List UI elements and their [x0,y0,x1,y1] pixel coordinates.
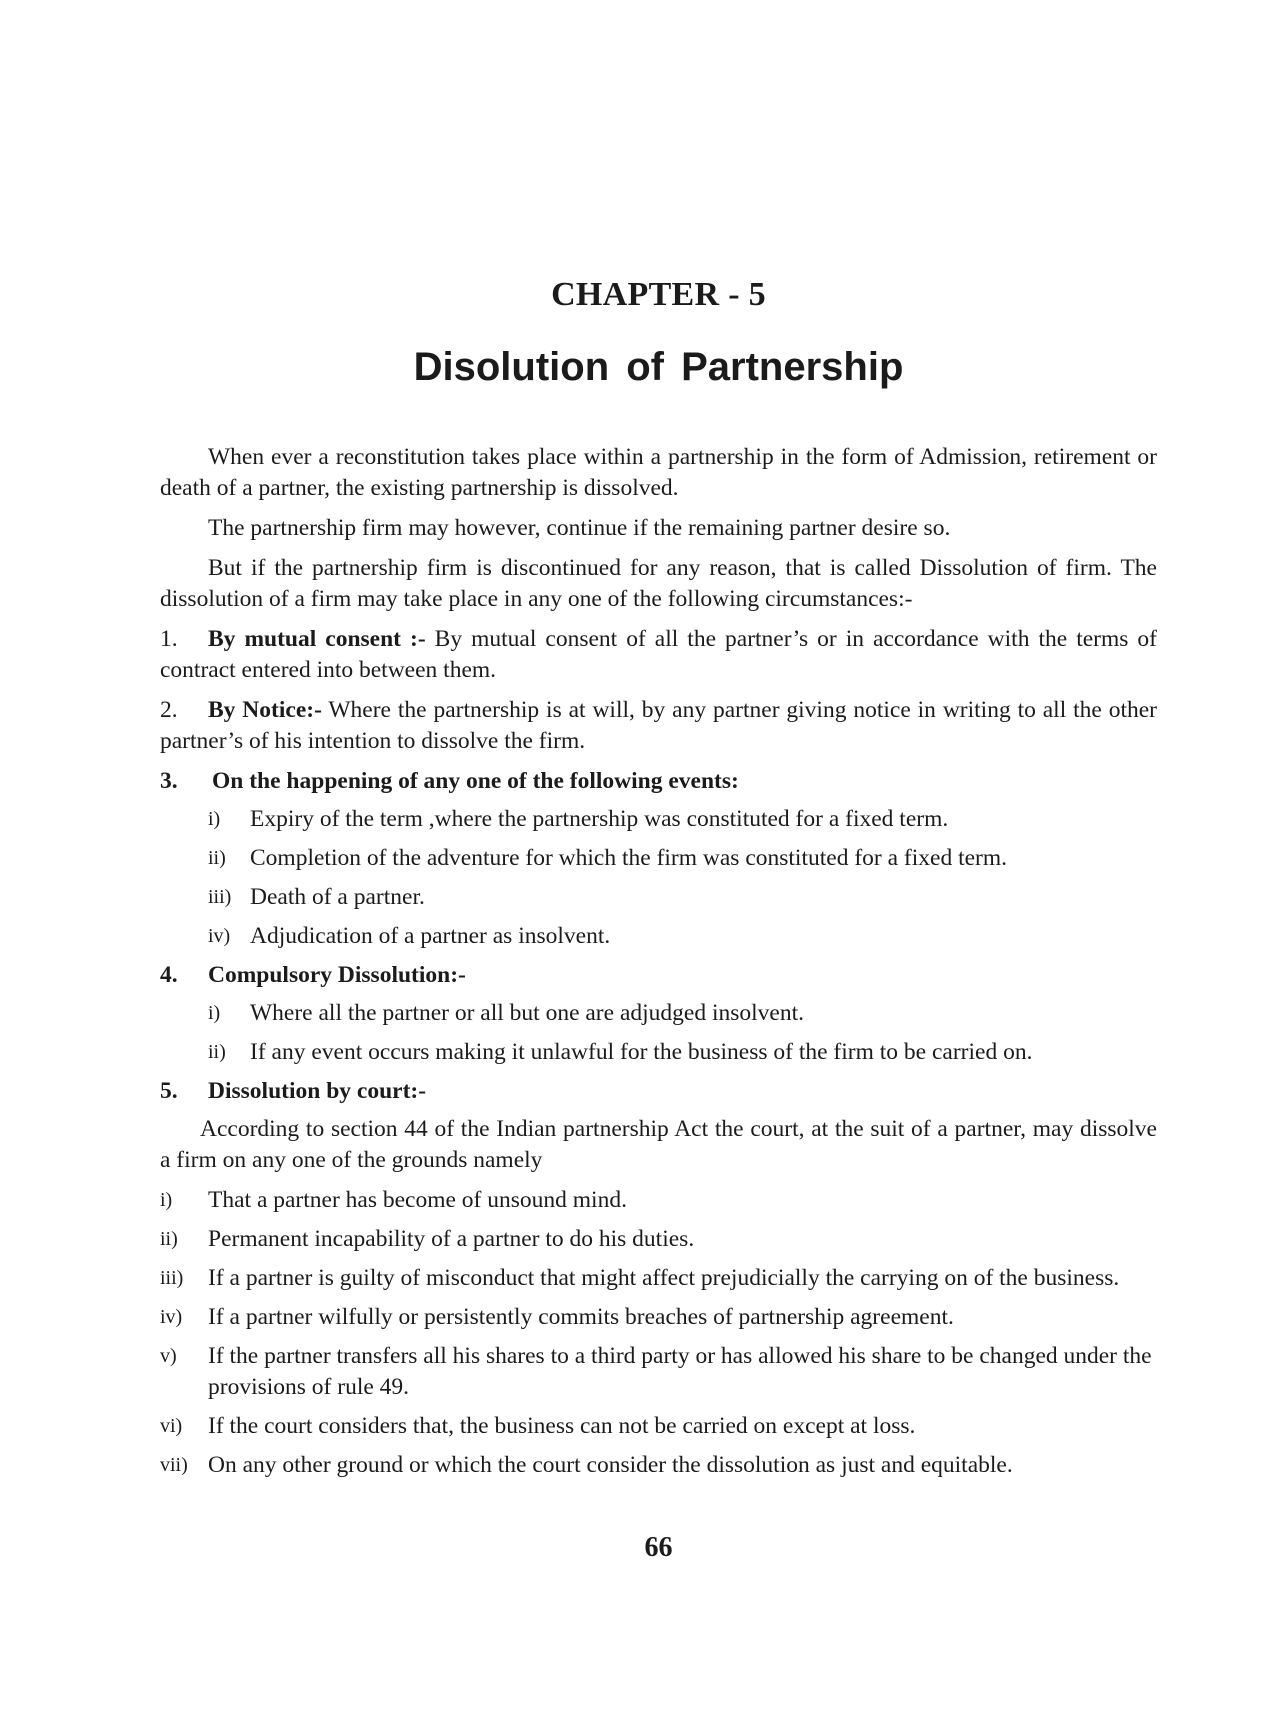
list-text: Death of a partner. [250,884,425,910]
list-text: If the court considers that, the business can not be carried on except at loss. [208,1413,916,1439]
document-page [160,0,1157,1710]
intro-paragraph: The partnership firm may however, continue if the remaining partner desire so. [208,515,951,541]
heading-text: Compulsory Dissolution:- [208,962,466,988]
page-title: Disolution of Partnership [413,345,904,389]
document-body [160,442,1157,1489]
list-marker: vi) [160,1415,183,1437]
heading-text: On the happening of any one of the following events: [212,768,739,794]
court-heading [160,1076,1157,1107]
chapter-label: CHAPTER - 5 [551,276,766,313]
list-item [208,882,1157,913]
item-number: 3. [160,768,178,794]
list-marker: iii) [208,886,232,908]
item-number: 4. [160,962,178,988]
notice-item [160,695,1157,757]
list-text: Expiry of the term ,where the partnership was constituted for a fixed term. [250,806,949,832]
list-item [208,843,1157,874]
list-marker: iv) [160,1306,183,1328]
list-marker: iii) [160,1267,184,1289]
list-marker: ii) [208,1041,226,1063]
heading-text: Dissolution by court:- [208,1078,427,1104]
mutual-consent-item [160,624,1157,686]
list-item [208,998,1157,1029]
list-marker: vii) [160,1454,188,1476]
intro-paragraph: But if the partnership firm is discontinued for any reason, that is called Dissolution of firm. The dissolution of a firm may take place in any one of the following circumstances:- [160,555,1157,612]
list-text: Where all the partner or all but one are adjudged insolvent. [250,1000,804,1026]
list-item [160,1185,1157,1216]
list-marker: i) [208,808,221,830]
list-item [160,1341,1157,1403]
item-label: By mutual consent :- [208,626,426,652]
list-text: If the partner transfers all his shares to a third party or has allowed his share to be changed under the provisions of rule 49. [208,1343,1152,1400]
events-heading [160,766,1157,797]
list-item [160,1411,1157,1442]
court-intro-paragraph: According to section 44 of the Indian partnership Act the court, at the suit of a partner, may dissolve a firm on any one of the grounds namely [160,1116,1157,1173]
list-marker: i) [208,1002,221,1024]
list-text: Adjudication of a partner as insolvent. [250,923,611,949]
list-text: That a partner has become of unsound mind. [208,1187,627,1213]
item-number: 1. [160,626,178,652]
item-text: By mutual consent of all the partner’s or in accordance with the terms of contract entered into between them. [160,626,1158,683]
page-number: 66 [644,1532,673,1563]
list-item [160,1224,1157,1255]
list-text: If a partner is guilty of misconduct that might affect prejudicially the carrying on of the business. [208,1265,1120,1291]
list-item [208,1037,1157,1068]
list-item [208,804,1157,835]
intro-paragraph: When ever a reconstitution takes place within a partnership in the form of Admission, retirement or death of a partner, the existing partnership is dissolved. [160,444,1157,501]
list-text: Completion of the adventure for which the firm was constituted for a fixed term. [250,845,1008,871]
list-marker: i) [160,1189,173,1211]
list-item [160,1450,1157,1481]
list-marker: ii) [208,847,226,869]
item-label: By Notice:- [208,697,322,723]
item-number: 2. [160,697,178,723]
compulsory-heading [160,960,1157,991]
list-marker: v) [160,1345,177,1367]
list-text: Permanent incapability of a partner to do his duties. [208,1226,695,1252]
list-text: If any event occurs making it unlawful for the business of the firm to be carried on. [250,1039,1033,1065]
list-item [208,921,1157,952]
list-item [160,1302,1157,1333]
list-text: If a partner wilfully or persistently commits breaches of partnership agreement. [208,1304,954,1330]
item-number: 5. [160,1078,178,1104]
item-text: Where the partnership is at will, by any partner giving notice in writing to all the other partner’s of his intention to dissolve the firm. [160,697,1158,754]
list-text: On any other ground or which the court consider the dissolution as just and equitable. [208,1452,1013,1478]
list-item [160,1263,1157,1294]
list-marker: iv) [208,925,231,947]
list-marker: ii) [160,1228,178,1250]
